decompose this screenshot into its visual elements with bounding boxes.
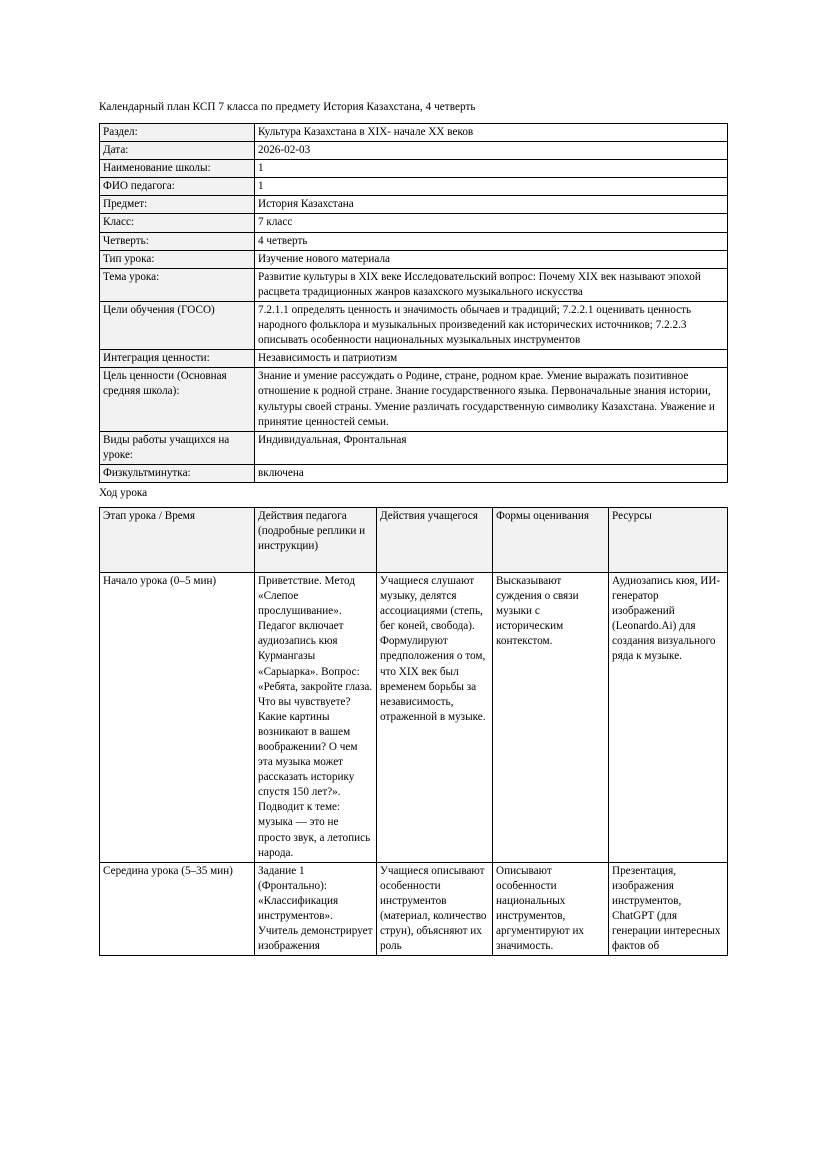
info-value: Знание и умение рассуждать о Родине, стране, родном крае. Умение выражать позитивное отношение к родной стране. Знание государственного языка. Первоначальные знания истории, культуры своей страны. Умение различать государственную символику Казахстана. Уважение и принятие ценностей семьи.	[255, 368, 728, 431]
table-row	[100, 431, 728, 464]
info-label: Физкультминутка:	[100, 464, 255, 482]
table-row	[100, 301, 728, 349]
info-value: 2026-02-03	[255, 142, 728, 160]
page-content	[99, 99, 727, 956]
lesson-flow-table	[99, 507, 728, 956]
info-value: 4 четверть	[255, 232, 728, 250]
table-row	[100, 368, 728, 431]
cell-stage: Начало урока (0–5 мин)	[100, 572, 255, 862]
info-value: 7 класс	[255, 214, 728, 232]
table-row	[100, 124, 728, 142]
info-label: Цели обучения (ГОСО)	[100, 301, 255, 349]
table-row	[100, 250, 728, 268]
info-value: Независимость и патриотизм	[255, 350, 728, 368]
page-title: Календарный план КСП 7 класса по предмету История Казахстана, 4 четверть	[99, 101, 476, 113]
table-row	[100, 160, 728, 178]
lesson-info-body	[100, 124, 728, 483]
cell-student-actions: Учащиеся описывают особенности инструментов (материал, количество струн), объясняют их роль	[377, 862, 493, 956]
table-row	[100, 862, 728, 956]
cell-student-actions: Учащиеся слушают музыку, делятся ассоциациями (степь, бег коней, свобода). Формулируют предположения о том, что XIX век был временем борьбы за независимость, отраженной в музыке.	[377, 572, 493, 862]
table-row	[100, 464, 728, 482]
table-row	[100, 232, 728, 250]
info-value: 7.2.1.1 определять ценность и значимость обычаев и традиций; 7.2.2.1 оценивать ценность народного фольклора и музыкальных произведений как исторических источников; 7.2.2.3 описывать особенности национальных музыкальных инструментов	[255, 301, 728, 349]
info-value: 1	[255, 160, 728, 178]
table-row	[100, 178, 728, 196]
column-header-student-actions: Действия учащегося	[377, 507, 493, 572]
info-label: Раздел:	[100, 124, 255, 142]
column-header-teacher-actions: Действия педагога (подробные реплики и инструкции)	[255, 507, 377, 572]
info-value: 1	[255, 178, 728, 196]
column-header-assessment: Формы оценивания	[493, 507, 609, 572]
info-value: Изучение нового материала	[255, 250, 728, 268]
lesson-flow-body	[100, 572, 728, 955]
info-label: Предмет:	[100, 196, 255, 214]
info-value: Индивидуальная, Фронтальная	[255, 431, 728, 464]
cell-resources: Презентация, изображения инструментов, ChatGPT (для генерации интересных фактов об	[609, 862, 728, 956]
column-header-resources: Ресурсы	[609, 507, 728, 572]
info-label: Интеграция ценности:	[100, 350, 255, 368]
info-value: Развитие культуры в XIX веке Исследовательский вопрос: Почему XIX век называют эпохой расцвета традиционных жанров казахского музыкального искусства	[255, 268, 728, 301]
cell-stage: Середина урока (5–35 мин)	[100, 862, 255, 956]
info-label: Тип урока:	[100, 250, 255, 268]
info-value: включена	[255, 464, 728, 482]
cell-teacher-actions: Приветствие. Метод «Слепое прослушивание». Педагог включает аудиозапись кюя Курмангазы «Сарыарка». Вопрос: «Ребята, закройте глаза. Что вы чувствуете? Какие картины возникают в вашем воображении? О чем эта музыка может рассказать историку спустя 150 лет?». Подводит к теме: музыка — это не просто звук, а летопись народа.	[255, 572, 377, 862]
info-label: Дата:	[100, 142, 255, 160]
table-header-row	[100, 507, 728, 572]
lesson-flow-header	[100, 507, 728, 572]
info-value: История Казахстана	[255, 196, 728, 214]
cell-teacher-actions: Задание 1 (Фронтально): «Классификация инструментов». Учитель демонстрирует изображения	[255, 862, 377, 956]
cell-assessment: Высказывают суждения о связи музыки с историческим контекстом.	[493, 572, 609, 862]
table-row	[100, 214, 728, 232]
info-label: Наименование школы:	[100, 160, 255, 178]
info-label: Четверть:	[100, 232, 255, 250]
table-row	[100, 268, 728, 301]
info-label: Виды работы учащихся на уроке:	[100, 431, 255, 464]
info-label: Класс:	[100, 214, 255, 232]
info-value: Культура Казахстана в XIX- начале XX веков	[255, 124, 728, 142]
table-row	[100, 350, 728, 368]
info-label: Тема урока:	[100, 268, 255, 301]
info-label: ФИО педагога:	[100, 178, 255, 196]
lesson-info-table	[99, 123, 728, 483]
table-row	[100, 142, 728, 160]
column-header-stage: Этап урока / Время	[100, 507, 255, 572]
cell-resources: Аудиозапись кюя, ИИ-генератор изображений (Leonardo.Ai) для создания визуального ряда к музыке.	[609, 572, 728, 862]
table-row	[100, 196, 728, 214]
lesson-flow-heading: Ход урока	[99, 486, 148, 499]
cell-assessment: Описывают особенности национальных инструментов, аргументируют их значимость.	[493, 862, 609, 956]
table-row	[100, 572, 728, 862]
info-label: Цель ценности (Основная средняя школа):	[100, 368, 255, 431]
